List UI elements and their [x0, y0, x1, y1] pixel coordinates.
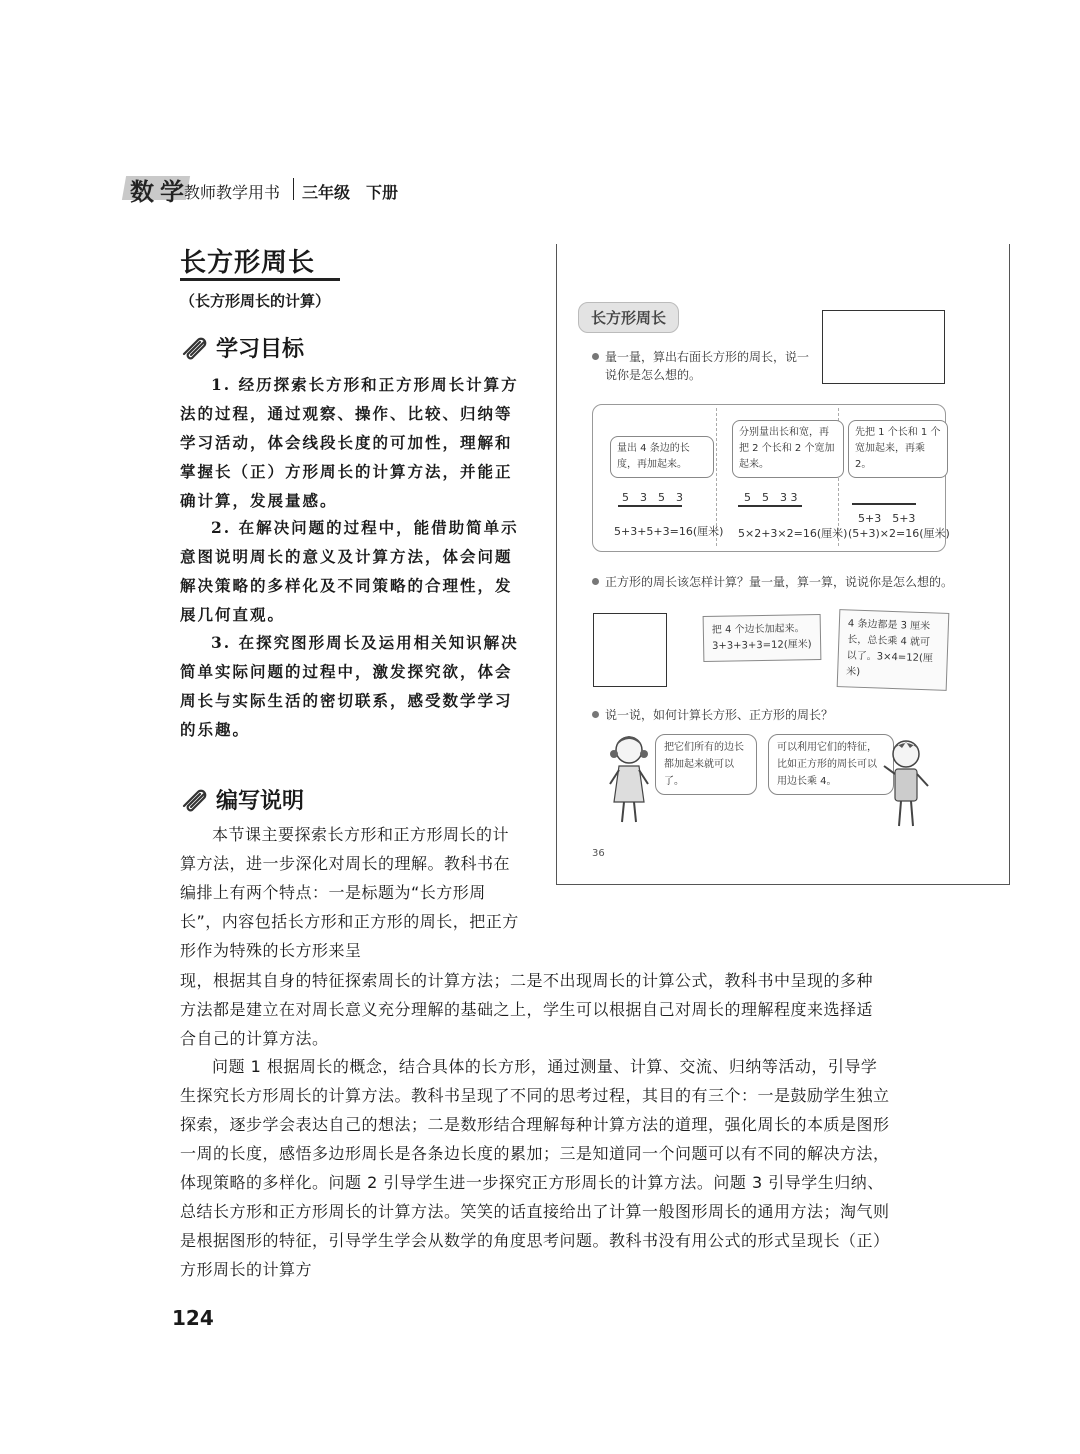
- notes-paragraph: 本节课主要探索长方形和正方形周长的计算方法，进一步深化对周长的理解。教科书在编排上有两个特点：一是标题为“长方形周长”，内容包括长方形和正方形的周长，把正方形作为特殊的长方形来呈: [180, 825, 519, 960]
- header-divider: [293, 178, 294, 200]
- solution-note: 把 4 个边长加起来。3+3+3+3=12(厘米): [703, 614, 822, 662]
- textbook-section-title: 长方形周长: [578, 302, 679, 333]
- notes-heading: [180, 784, 304, 815]
- method-formula: 5×2+3×2=16(厘米): [738, 527, 848, 540]
- notes-paragraph-continued: 现，根据其自身的特征探索周长的计算方法；二是不出现周长的计算公式，教科书中呈现的多种方法都是建立在对周长意义充分理解的基础之上，学生可以根据自己对周长的理解程度来选择适合自己的计算方法。: [180, 971, 874, 1048]
- notes-heading-text: 编写说明: [216, 789, 305, 814]
- subject-mark: 数学: [130, 172, 190, 207]
- segment-line: [738, 505, 802, 507]
- goal-item: 1. 经历探索长方形和正方形周长计算方法的过程，通过观察、操作、比较、归纳等学习活动，体会线段长度的可加性，理解和掌握长（正）方形周长的计算方法，并能正确计算，发展量感。: [180, 375, 519, 510]
- method-formula: (5+3)×2=16(厘米): [848, 527, 950, 540]
- sample-rectangle: [822, 310, 945, 384]
- notes-paragraph: 问题 1 根据周长的概念，结合具体的长方形，通过测量、计算、交流、归纳等活动，引导学生探究长方形周长的计算方法。教科书呈现了不同的思考过程，其目的有三个：一是鼓励学生独立探索，逐步学会表达自己的想法；二是数形结合理解每种计算方法的道理，强化周长的本质是图形一周的长度，感悟多边形周长是各条边长度的累加；三是知道同一个问题可以有不同的解决方法，体现策略的多样化。问题 2 引导学生进一步探究正方形周长的计算方法。问题 3 引导学生归纳、总结长方形和正方形周长的计算方法。笑笑的话直接给出了计算一般图形周长的通用方法；淘气则是根据图形的特征，引导学生学会从数学的角度思考问题。教科书没有用公式的形式呈现长（正）方形周长的计算方: [180, 1057, 890, 1279]
- question-text: 说一说，如何计算长方形、正方形的周长？: [605, 708, 834, 722]
- bullet-icon: [592, 711, 599, 718]
- title-underline: [180, 278, 340, 281]
- bullet-icon: [592, 353, 599, 360]
- girl-speech-bubble: 把它们所有的边长都加起来就可以了。: [655, 734, 757, 795]
- grade-label: 三年级 下册: [302, 183, 399, 202]
- segment-line: [618, 505, 682, 507]
- boy-illustration: [880, 736, 932, 832]
- girl-illustration: [604, 730, 654, 830]
- bullet-icon: [592, 578, 599, 585]
- segment-labels: 5 3 5 3: [622, 491, 683, 504]
- sample-square: [593, 613, 667, 687]
- goals-heading-text: 学习目标: [216, 337, 305, 362]
- method-formula: 5+3+5+3=16(厘米): [614, 525, 724, 538]
- boy-speech-bubble: 可以利用它们的特征，比如正方形的周长可以用边长乘 4。: [768, 734, 894, 795]
- goals-heading: [180, 332, 304, 363]
- method-bubble: 分别量出长和宽，再把 2 个长和 2 个宽加起来。: [732, 420, 844, 478]
- method-bubble: 量出 4 条边的长度，再加起来。: [610, 436, 714, 478]
- question-text: 正方形的周长该怎样计算？量一量，算一算，说说你是怎么想的。: [605, 575, 954, 589]
- segment-line: [852, 503, 916, 505]
- paperclip-icon: [180, 336, 210, 360]
- goal-item: 2. 在解决问题的过程中，能借助简单示意图说明周长的意义及计算方法，体会问题解决策略的多样化及不同策略的合理性，发展几何直观。: [180, 518, 519, 624]
- goal-item: 3. 在探究图形周长及运用相关知识解决简单实际问题的过程中，激发探究欲，体会周长与实际生活的密切联系，感受数学学习的乐趣。: [180, 633, 519, 739]
- page-number: 124: [172, 1306, 214, 1330]
- question-text: 量一量，算出右面长方形的周长，说一说你是怎么想的。: [605, 350, 810, 382]
- lesson-subtitle: （长方形周长的计算）: [180, 292, 331, 310]
- textbook-page-number: 36: [592, 848, 605, 859]
- textbook-question: [592, 573, 962, 591]
- segment-labels: 5+3 5+3: [858, 512, 916, 525]
- segment-labels: 5 5 3 3: [744, 491, 798, 504]
- book-title: 教师教学用书: [184, 183, 281, 202]
- solution-note: 4 条边都是 3 厘米长，总长乘 4 就可以了。3×4=12(厘米): [837, 609, 950, 691]
- method-bubble: 先把 1 个长和 1 个宽加起来，再乘 2。: [848, 420, 948, 478]
- textbook-question: [592, 706, 892, 724]
- lesson-title: 长方形周长: [180, 248, 316, 278]
- paperclip-icon: [180, 788, 210, 812]
- textbook-question: [592, 348, 812, 384]
